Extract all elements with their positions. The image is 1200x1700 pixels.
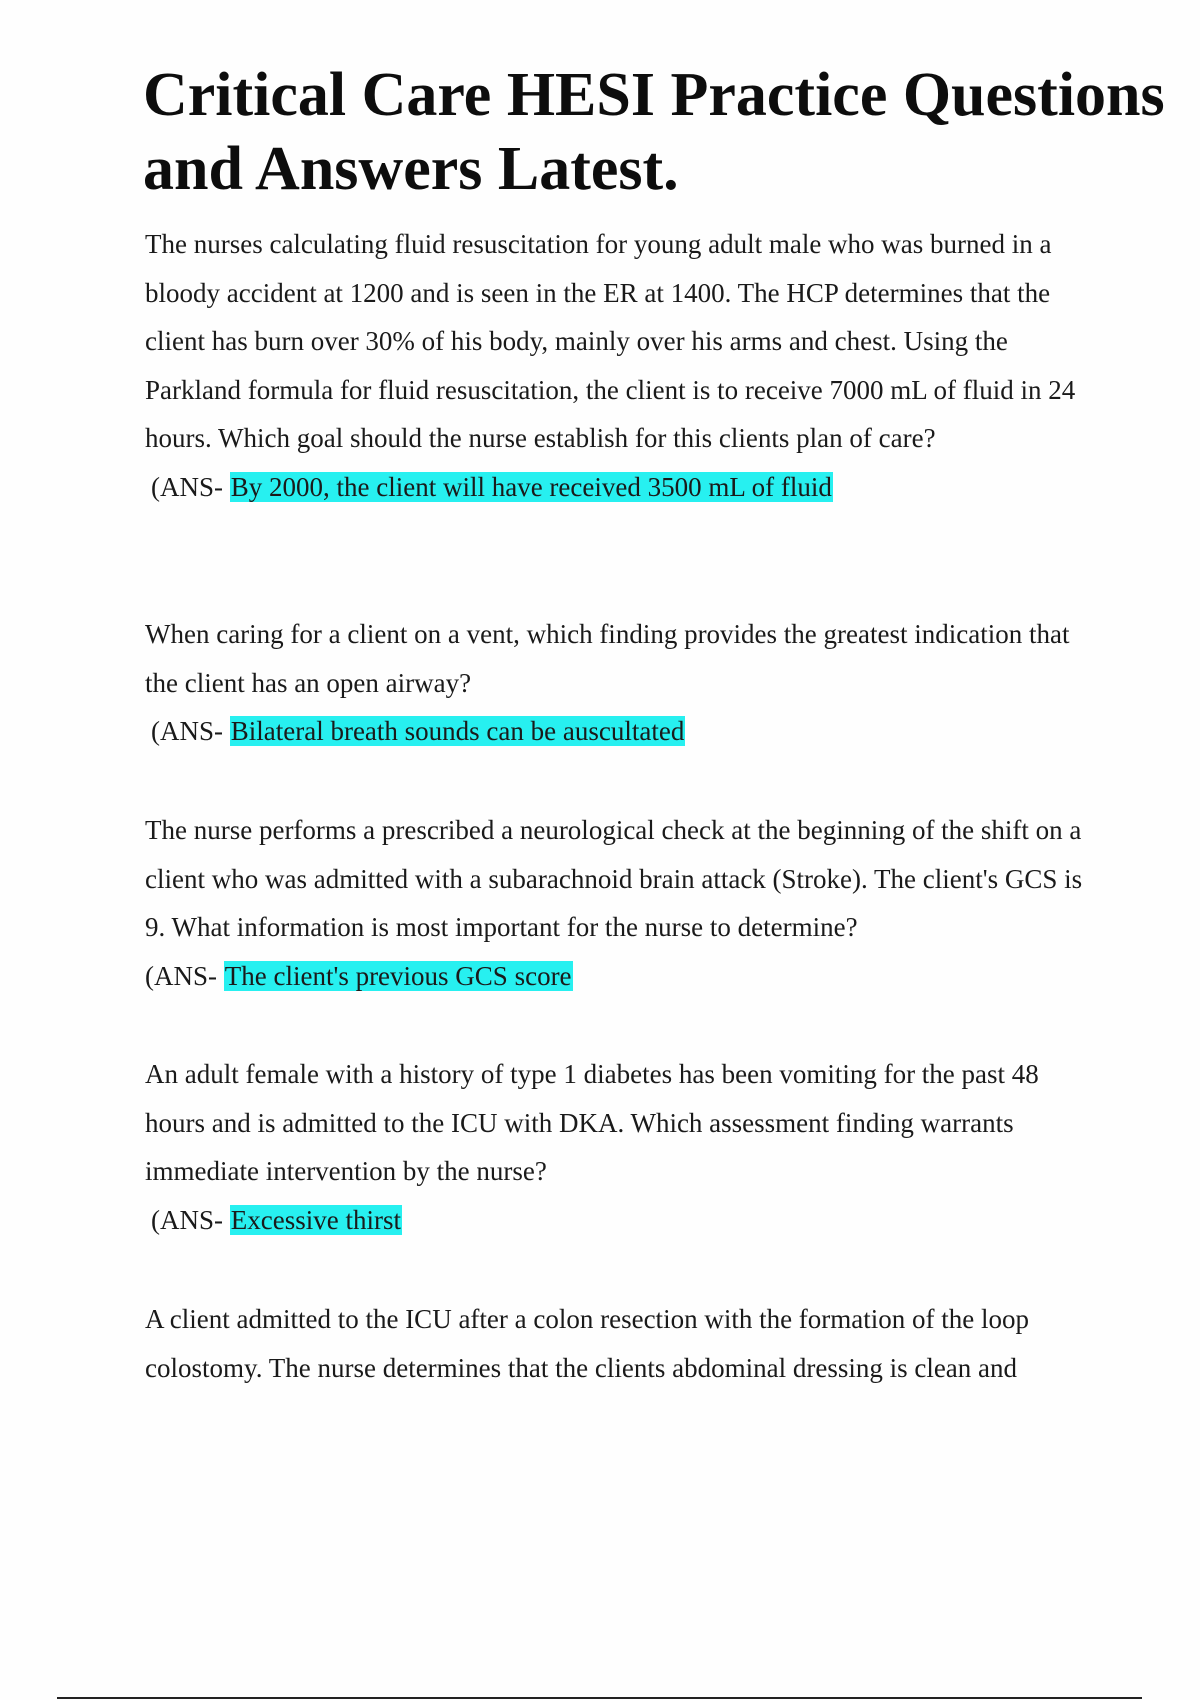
page-bottom-rule <box>57 1697 1142 1699</box>
answer-prefix: (ANS- <box>151 471 230 502</box>
qa-item-1 <box>145 220 1105 511</box>
answer-line <box>145 1196 1105 1245</box>
question-text: The nurses calculating fluid resuscitation for young adult male who was burned in a bloody accident at 1200 and is seen in the ER at 1400. The HCP determines that the client has burn over 30% of his body, mainly over his arms and chest. Using the Parkland formula for fluid resuscitation, the client is to receive 7000 mL of fluid in 24 hours. Which goal should the nurse establish for this clients plan of care? <box>145 229 1076 453</box>
question-text: When caring for a client on a vent, which finding provides the greatest indication that the client has an open airway? <box>145 619 1070 698</box>
answer-highlight: Excessive thirst <box>230 1204 401 1235</box>
title-line-2: and Answers Latest. <box>143 135 679 203</box>
question-text: The nurse performs a prescribed a neurological check at the beginning of the shift on a client who was admitted with a subarachnoid brain attack (Stroke). The client's GCS is 9. What information is most important for the nurse to determine? <box>145 815 1083 942</box>
question-text: An adult female with a history of type 1 diabetes has been vomiting for the past 48 hours and is admitted to the ICU with DKA. Which assessment finding warrants immediate intervention by the nurse? <box>145 1059 1039 1186</box>
document-title <box>143 58 1200 206</box>
answer-prefix: (ANS- <box>145 960 224 991</box>
qa-item-3 <box>145 806 1105 1000</box>
answer-prefix: (ANS- <box>151 1204 230 1235</box>
answer-line <box>145 707 1105 756</box>
qa-item-2 <box>145 610 1105 756</box>
qa-item-4 <box>145 1050 1105 1244</box>
answer-highlight: Bilateral breath sounds can be auscultated <box>230 716 685 746</box>
question-text: A client admitted to the ICU after a colon resection with the formation of the loop colostomy. The nurse determines that the clients abdominal dressing is clean and <box>145 1304 1029 1383</box>
answer-highlight: The client's previous GCS score <box>224 960 572 991</box>
answer-highlight: By 2000, the client will have received 3500 mL of fluid <box>230 471 832 502</box>
answer-line <box>145 952 1105 1001</box>
title-line-1: Critical Care HESI Practice Questions <box>143 61 1165 129</box>
answer-prefix: (ANS- <box>151 716 230 746</box>
answer-line <box>145 463 1105 512</box>
qa-item-5 <box>145 1295 1105 1392</box>
